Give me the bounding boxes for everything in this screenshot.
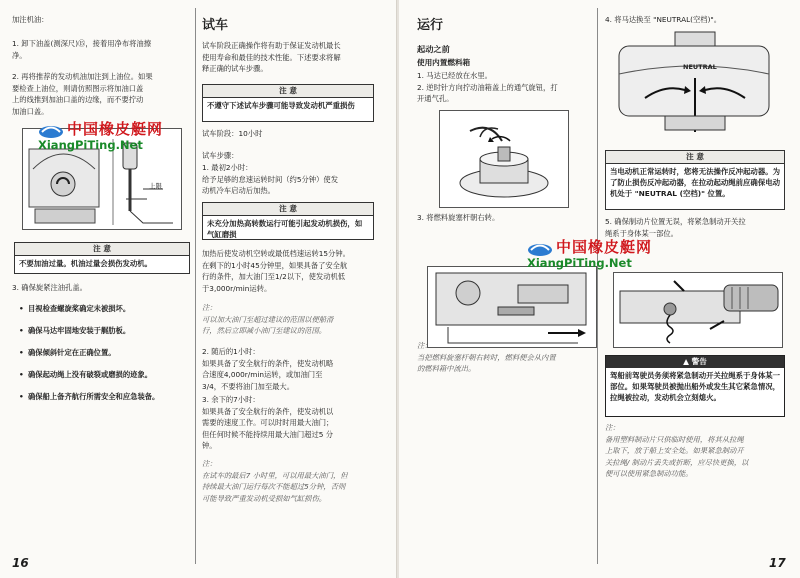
step-line: 动机冷车启动后加热。 bbox=[202, 186, 275, 195]
page-number-right: 17 bbox=[769, 556, 786, 570]
step-line: 开通气孔。 bbox=[417, 94, 454, 103]
neutral-shift-illustration bbox=[605, 28, 785, 140]
column-divider bbox=[195, 8, 196, 564]
watermark-logo-icon bbox=[527, 239, 553, 257]
oil-heading: 加注机油： bbox=[12, 15, 49, 24]
lanyard-figure bbox=[613, 272, 783, 348]
watermark-en: XiangPiTing.Net bbox=[527, 256, 632, 270]
oil-step-line: 1. 卸下油盖(测深尺)⑮，接着用净布将油擦 bbox=[12, 39, 152, 48]
intro-line: 试车阶段正确操作将有助于保证发动机最长 bbox=[202, 41, 341, 50]
break-in-steps-title: 试车步骤： bbox=[202, 151, 239, 160]
caution-body: 不遵守下述试车步骤可能导致发动机严重损伤 bbox=[207, 101, 355, 110]
break-in-step-2 bbox=[202, 346, 333, 392]
note-label: 注： bbox=[202, 303, 217, 312]
fuel-cock-step: 3. 将燃料旋塞杆朝右转。 bbox=[417, 213, 500, 222]
oil-step-3: 3. 确保旋紧注油孔盖。 bbox=[12, 283, 87, 292]
caution-body: 当电动机正常运转时，您将无法操作反冲起动器。为了防止损伤反冲起动器，在拉动起动绳前应确保电动机处于 "NEUTRAL (空档)" 位置。 bbox=[610, 167, 780, 198]
check-bullet: • 确保船上备齐航行所需安全和应急装备。 bbox=[28, 392, 159, 402]
break-in-note-a bbox=[202, 302, 333, 337]
note-line: 持续最大油门运行每次不能超过5分钟，否则 bbox=[202, 482, 346, 491]
break-in-caution-2 bbox=[202, 202, 374, 240]
upper-limit-label: 上限 bbox=[149, 182, 162, 190]
fuel-cock-note bbox=[417, 340, 556, 375]
break-in-heading: 试车 bbox=[202, 18, 229, 33]
warning-body: 驾船前驾驶员务须将紧急制动开关拉绳系于身体某一部位。如果驾驶员被抛出船外或发生其它紧急情况，拉绳被拉动，发动机会立刻熄火。 bbox=[610, 371, 780, 402]
step-line: 3/4，不要将油门加至最大。 bbox=[202, 381, 295, 391]
break-in-body-2 bbox=[202, 248, 350, 294]
step-line: 给予足够的怠速运转时间（约5分钟）使发 bbox=[202, 174, 338, 184]
break-in-note-b bbox=[202, 458, 348, 504]
fuel-cock-lever-illustration bbox=[428, 267, 596, 347]
watermark-right bbox=[527, 236, 652, 270]
note-label: 注： bbox=[417, 341, 432, 350]
watermark-logo-icon bbox=[38, 121, 64, 139]
step-line: 1. 最初2小时： bbox=[202, 163, 253, 172]
column-divider bbox=[597, 8, 598, 564]
step-line: 但任何时候不能持续用最大油门超过5 分 bbox=[202, 429, 334, 439]
recoil-starter-caution bbox=[605, 150, 785, 210]
step-line: 3. 余下的7小时： bbox=[202, 395, 260, 404]
note-line: 备用塑料制动片只供临时使用，将其从拉绳 bbox=[605, 434, 744, 444]
step-line: 绳系于身体某一部位。 bbox=[605, 228, 678, 238]
step-line: 5. 确保制动片位置无误，将紧急制动开关拉 bbox=[605, 217, 746, 226]
oil-step-line: 上的线推到加油口盖的边缘，而不要拧动 bbox=[12, 95, 144, 104]
note-line: 上取下，放于船上安全处。如果紧急制动开 bbox=[605, 446, 744, 455]
step-line: 如果具备了安全航行的条件，使发动机以 bbox=[202, 406, 334, 416]
body-line: 在剩下的1小时45分钟里，如果具备了安全航 bbox=[202, 260, 348, 270]
intro-line: 使用寿命和最佳的技术性能。下述要求将解 bbox=[202, 52, 341, 62]
page-number-left: 16 bbox=[12, 556, 29, 570]
body-line: 行的条件，加大油门至1/2以下，使发动机低 bbox=[202, 272, 346, 281]
note-line: 当把燃料旋塞杆朝右转时，燃料便会从内置 bbox=[417, 352, 556, 362]
note-line: 可能导致严重发动机受损如气缸损伤。 bbox=[202, 493, 327, 503]
neutral-label: NEUTRAL bbox=[683, 63, 717, 71]
oil-step-line: 2. 再将推荐的发动机油加注到上油位。如果 bbox=[12, 72, 153, 81]
oil-step-line: 要检查上油位，则请仿照图示将加油口盖 bbox=[12, 83, 144, 93]
note-line: 便可以使用紧急制动功能。 bbox=[605, 469, 693, 478]
check-bullet: • 确保起动绳上没有破裂或磨损的迹象。 bbox=[28, 370, 152, 380]
oil-step-line: 加油口盖。 bbox=[12, 106, 49, 116]
step-line: 如果具备了安全航行的条件，使发动机略 bbox=[202, 358, 334, 368]
watermark-cn: 中国橡皮艇网 bbox=[556, 238, 653, 256]
step-line: 2. 逆时针方向拧动油箱盖上的通气旋钮，打 bbox=[417, 82, 558, 92]
watermark-left bbox=[38, 118, 163, 152]
lanyard-note bbox=[605, 422, 748, 480]
step-line: 合速度4,000r/min运转，或加油门至 bbox=[202, 370, 323, 379]
break-in-period: 试车阶段：10小时 bbox=[202, 129, 263, 138]
intro-line: 释正确的试车步骤。 bbox=[202, 64, 268, 73]
internal-tank-heading: 使用内置燃料箱 bbox=[417, 58, 471, 67]
break-in-caution-1 bbox=[202, 84, 374, 122]
body-line: 于3,000r/min运转。 bbox=[202, 283, 272, 293]
neutral-figure bbox=[605, 28, 785, 140]
fuel-cap-vent-illustration bbox=[440, 111, 568, 207]
emergency-stop-warning bbox=[605, 355, 785, 417]
warning-title: ▲ 警告 bbox=[606, 356, 784, 368]
oil-overfill-caution bbox=[14, 242, 190, 274]
before-start-heading: 起动之前 bbox=[417, 44, 450, 54]
break-in-step-1 bbox=[202, 162, 338, 197]
caution-title: 注 意 bbox=[15, 243, 189, 256]
watermark-en: XiangPiTing.Net bbox=[38, 138, 143, 152]
body-line: 加热后使发动机空转或最低档速运转15分钟。 bbox=[202, 249, 350, 258]
step-line: 1. 马达已经放在水里。 bbox=[417, 71, 492, 80]
check-bullet: • 确保倾斜针定在正确位置。 bbox=[28, 348, 116, 358]
note-label: 注： bbox=[202, 459, 217, 468]
watermark-cn: 中国橡皮艇网 bbox=[67, 120, 164, 138]
neutral-step: 4. 将马达换至 "NEUTRAL(空档)"。 bbox=[605, 15, 722, 24]
note-line: 关拉绳/ 制动片丢失或折断，应尽快更换，以 bbox=[605, 457, 749, 467]
caution-title: 注 意 bbox=[203, 203, 373, 216]
note-label: 注： bbox=[605, 423, 620, 432]
note-line: 行，然后立即减小油门至建议的范围。 bbox=[202, 326, 327, 335]
step-line: 需要的速度工作。可以时时用最大油门； bbox=[202, 418, 334, 427]
note-line: 可以加大油门至超过建议的范围以便船滑 bbox=[202, 314, 334, 324]
break-in-step-3 bbox=[202, 394, 333, 452]
left-page bbox=[0, 0, 399, 578]
vent-knob-figure bbox=[439, 110, 569, 208]
warning-triangle-icon: ▲ bbox=[683, 357, 692, 366]
fuel-cock-figure bbox=[427, 266, 597, 348]
break-in-intro bbox=[202, 40, 341, 75]
start-steps bbox=[417, 70, 558, 105]
caution-title: 注 意 bbox=[203, 85, 373, 98]
check-bullet: • 确保马达牢固地安装于艉肋板。 bbox=[28, 326, 130, 336]
oil-steps bbox=[12, 38, 153, 117]
step-line: 2. 随后的1小时： bbox=[202, 347, 260, 356]
step-line: 钟。 bbox=[202, 441, 217, 450]
note-line: 在试车的最后7 小时里，可以用最大油门，但 bbox=[202, 470, 348, 480]
check-bullet: • 目视检查螺旋桨确定未被损坏。 bbox=[28, 304, 130, 314]
oil-step-line: 净。 bbox=[12, 50, 27, 60]
caution-body: 未充分加热高转数运行可能引起发动机损伤，如气缸磨损 bbox=[207, 219, 363, 239]
operation-heading: 运行 bbox=[417, 18, 444, 33]
caution-body: 不要加油过量。机油过量会损伤发动机。 bbox=[19, 259, 153, 268]
right-page bbox=[399, 0, 800, 578]
caution-title: 注 意 bbox=[606, 151, 784, 164]
emergency-stop-lanyard-illustration bbox=[614, 273, 782, 347]
note-line: 的燃料箱中流出。 bbox=[417, 364, 476, 373]
